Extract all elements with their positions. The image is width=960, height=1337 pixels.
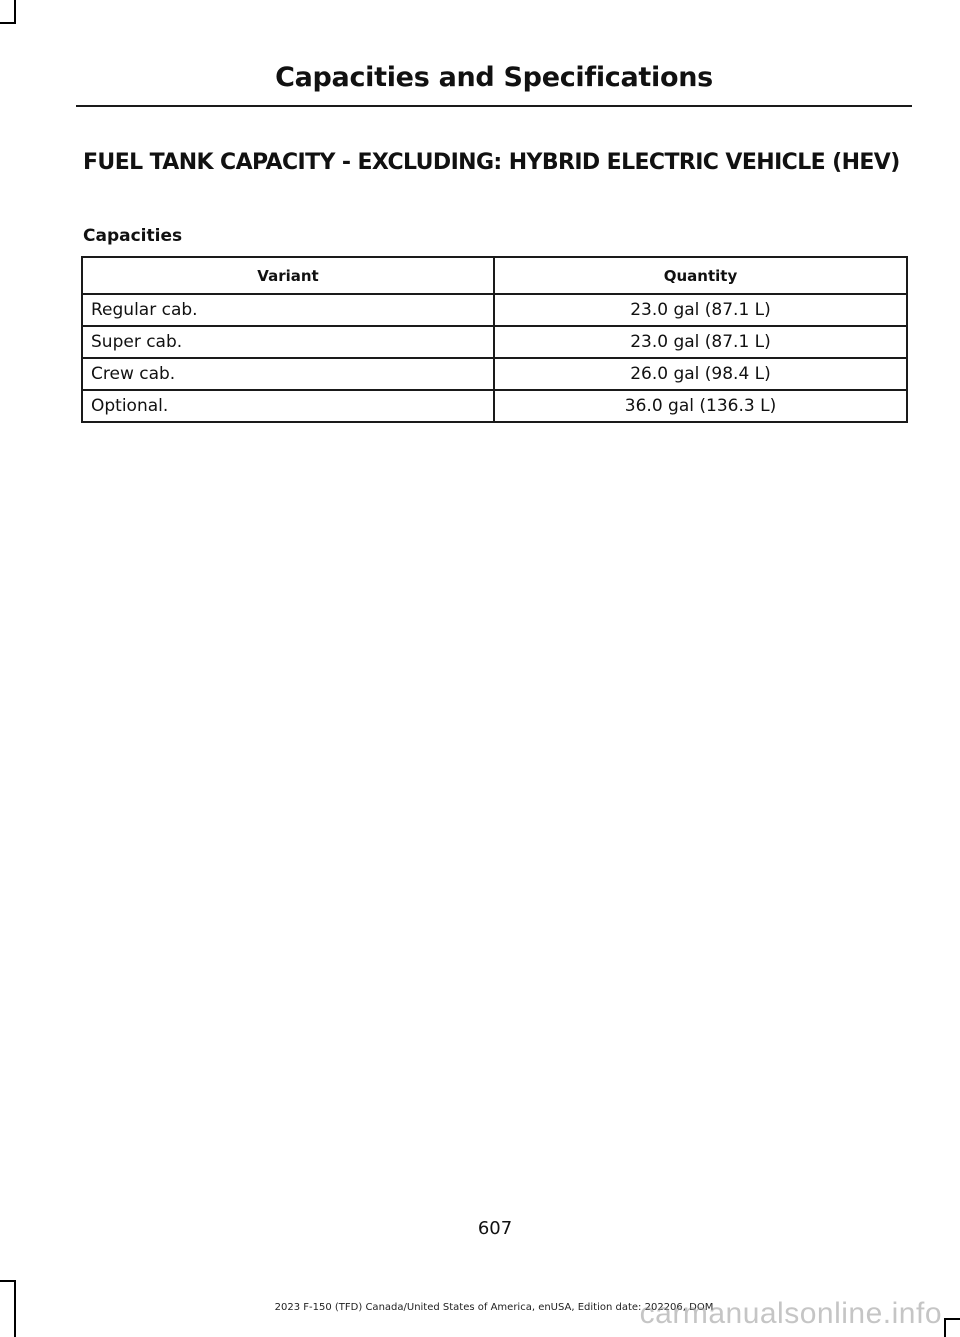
table-row (82, 326, 907, 358)
page-number: 607 (477, 1218, 513, 1239)
capacities-table (81, 256, 908, 423)
crop-mark (0, 1280, 16, 1282)
quantity-cell: 23.0 gal (87.1 L) (494, 326, 907, 358)
column-header-quantity: Quantity (494, 257, 907, 294)
quantity-cell: 23.0 gal (87.1 L) (494, 294, 907, 326)
crop-mark (14, 0, 16, 22)
table-row (82, 390, 907, 422)
crop-mark (944, 1318, 960, 1320)
crop-mark (0, 22, 16, 24)
variant-cell: Super cab. (82, 326, 494, 358)
quantity-cell: 26.0 gal (98.4 L) (494, 358, 907, 390)
column-header-variant: Variant (82, 257, 494, 294)
page-title: Capacities and Specifications (275, 62, 713, 93)
table-row (82, 358, 907, 390)
section-heading: FUEL TANK CAPACITY - EXCLUDING: HYBRID ELECTRIC VEHICLE (HEV) (83, 150, 900, 175)
variant-cell: Optional. (82, 390, 494, 422)
table-row (82, 294, 907, 326)
header-divider (76, 105, 912, 107)
crop-mark (14, 1280, 16, 1337)
table-header-row (82, 257, 907, 294)
edition-footer: 2023 F-150 (TFD) Canada/United States of America, enUSA, Edition date: 202206, DOM (274, 1302, 714, 1313)
crop-mark (944, 1318, 946, 1337)
table-caption: Capacities (83, 226, 183, 246)
watermark: carmanualsonline.info (639, 1297, 942, 1330)
quantity-cell: 36.0 gal (136.3 L) (494, 390, 907, 422)
variant-cell: Crew cab. (82, 358, 494, 390)
variant-cell: Regular cab. (82, 294, 494, 326)
